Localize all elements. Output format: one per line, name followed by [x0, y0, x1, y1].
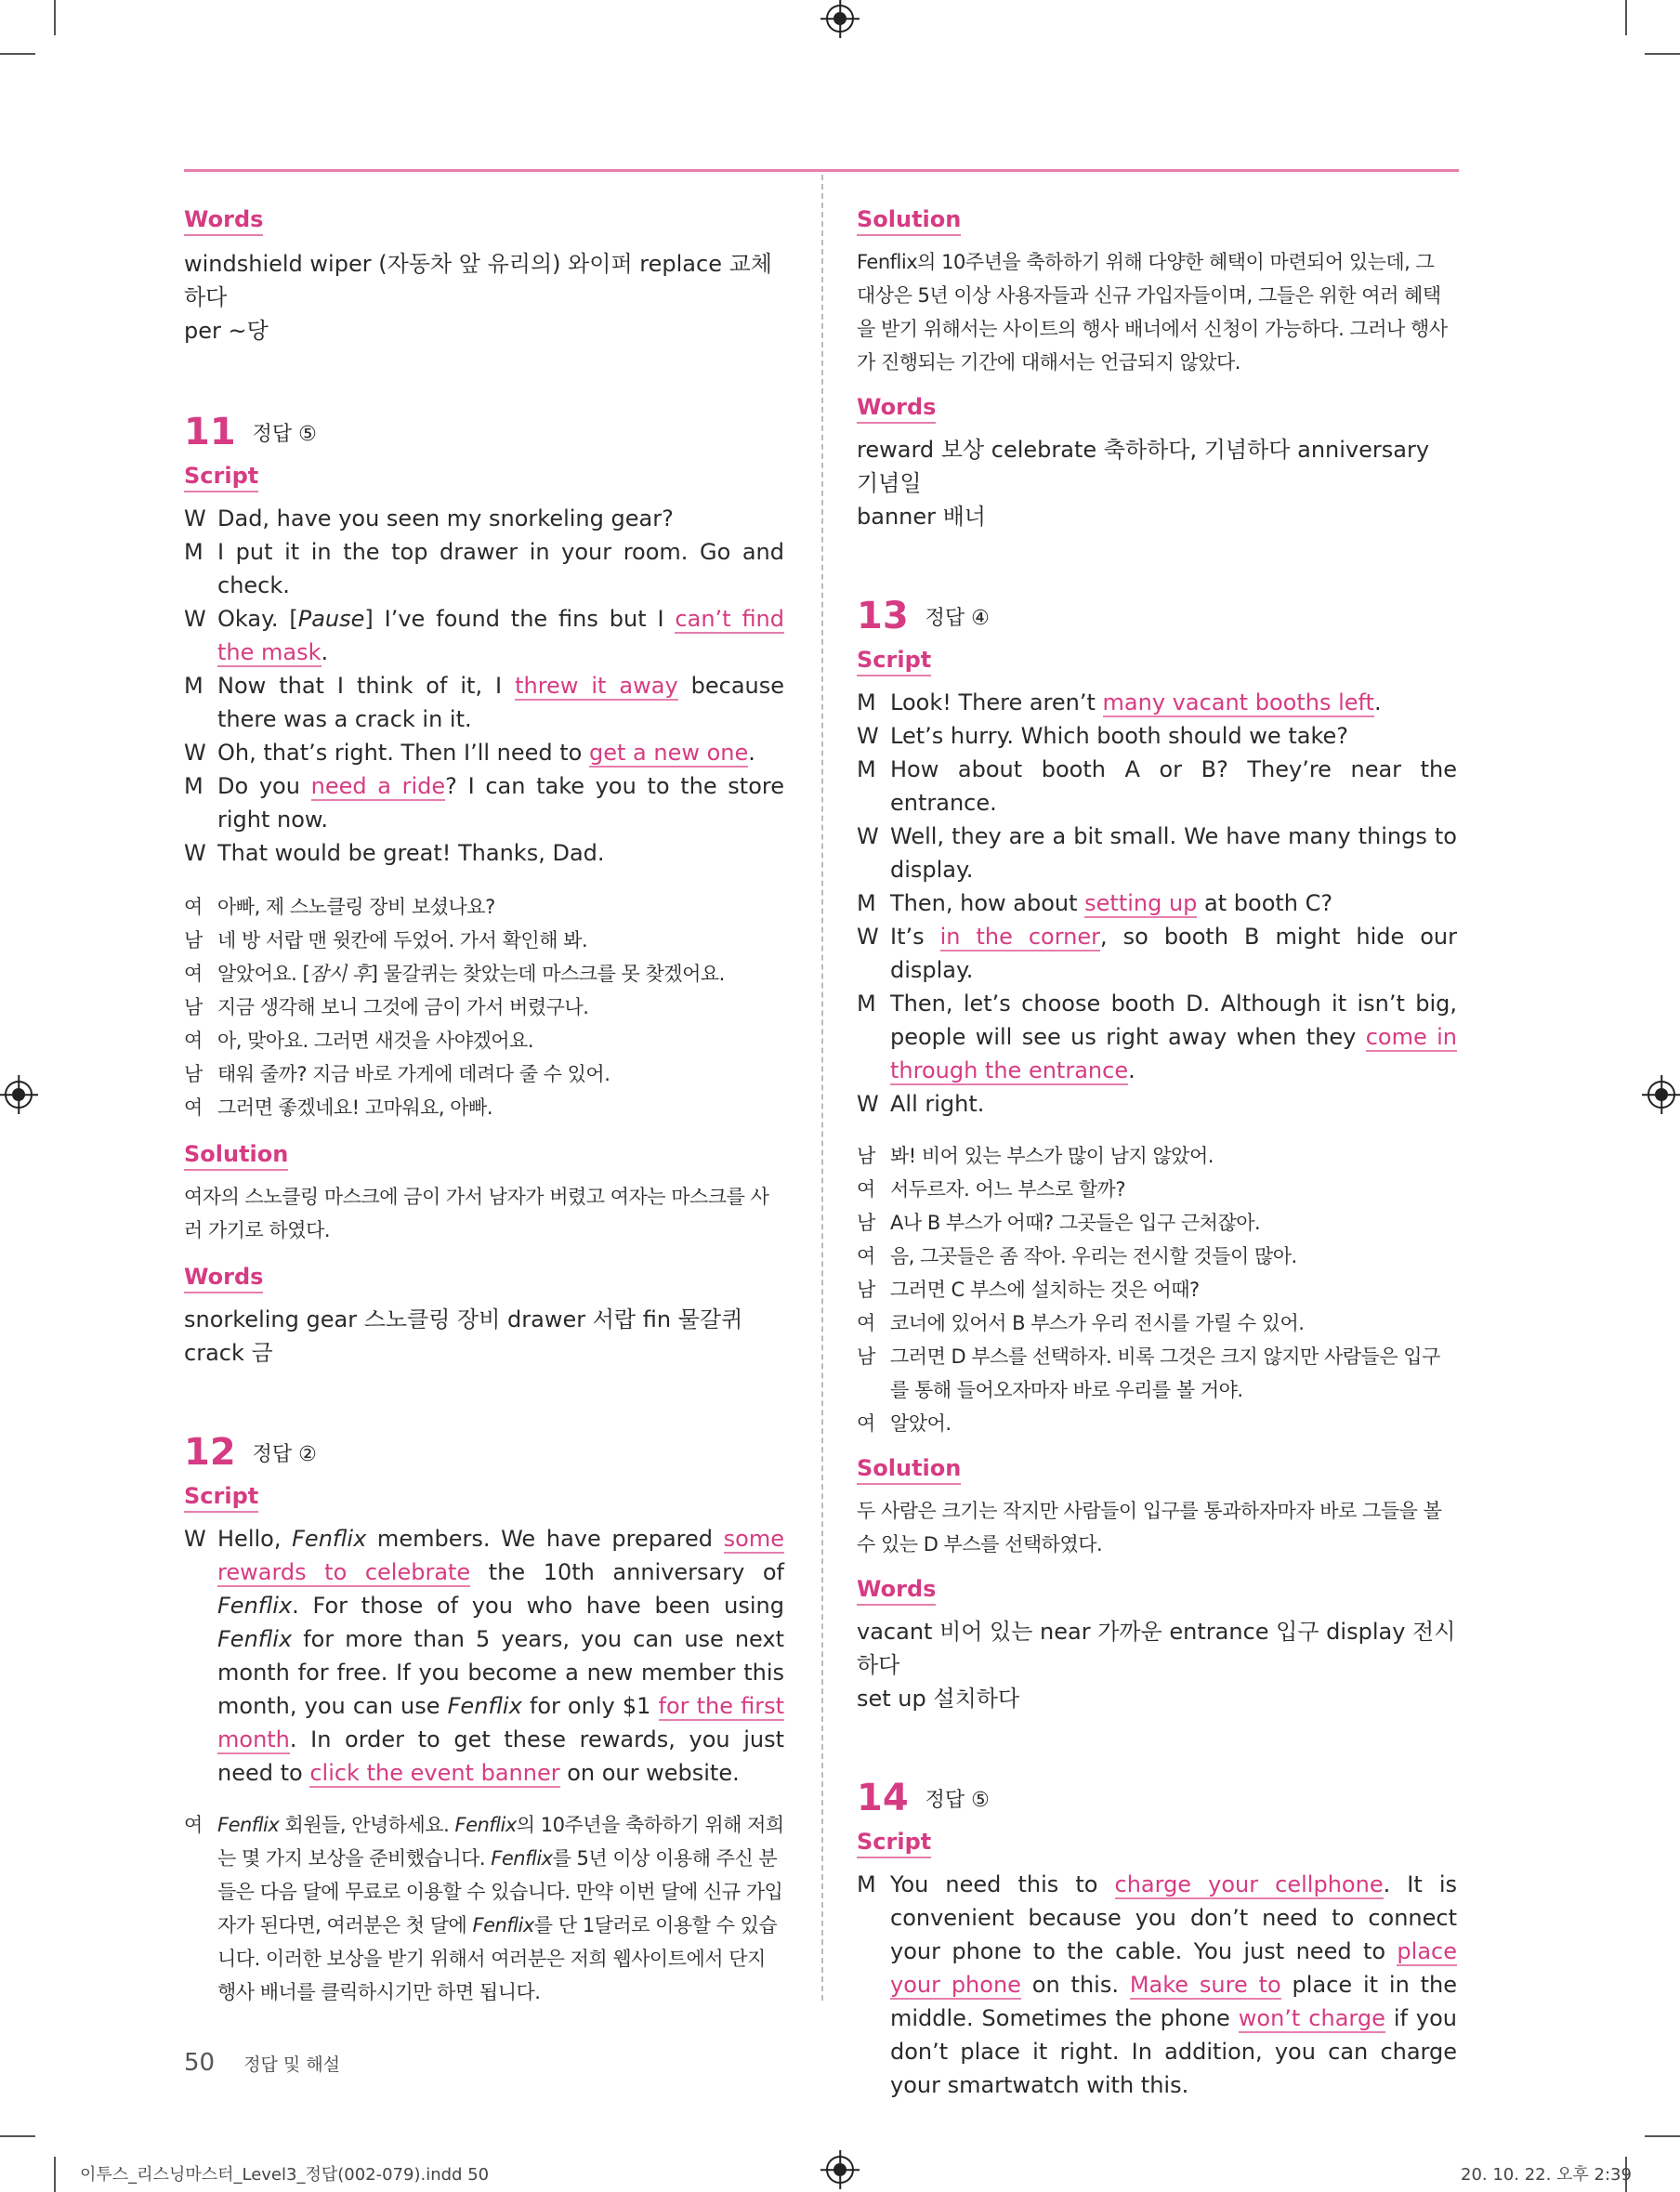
script-line: M How about booth A or B? They’re near the entrance. — [857, 756, 1457, 816]
highlighted-phrase: for the first month — [217, 1693, 784, 1752]
question-number: 12 — [184, 1431, 236, 1474]
highlighted-phrase: threw it away — [515, 673, 678, 699]
translation-line: 여 서두르자. 어느 부스로 할까? — [857, 1178, 1125, 1201]
script-line: W Okay. [Pause] I’ve found the fins but I can’t find the mask. — [184, 606, 784, 665]
highlighted-phrase: get a new one — [588, 740, 749, 766]
script-section — [857, 1829, 1457, 2102]
script-line: W Oh, that’s right. Then I’ll need to get a new one. — [184, 740, 755, 766]
words-label: Words — [184, 206, 263, 236]
words-section — [857, 1576, 1457, 1715]
translation-line: 여 Fenflix 회원들, 안녕하세요. Fenflix의 10주년을 축하하기 위해 저희는 몇 가지 보상을 준비했습니다. Fenflix를 5년 이상 이용해 주신 분들은 다음 달에 무료로 이용할 수 있습니다. 만약 이번 달에 신규 가입자가 된다면, 여러분은 첫 달에 Fenflix를 단 1달러로 이용할 수 있습니다. 이러한 보상을 받기 위해서 여러분은 저희 웹사이트에서 단지 행사 배너를 클릭하시기만 하면 됩니다. — [184, 1814, 784, 2003]
question-number: 13 — [857, 595, 909, 637]
highlighted-phrase: charge your cellphone — [1114, 1871, 1384, 1897]
translation-line: 남 그러면 D 부스를 선택하자. 비록 그것은 크지 않지만 사람들은 입구를 통해 들어오자마자 바로 우리를 볼 거야. — [857, 1345, 1440, 1401]
crop-mark — [1625, 0, 1627, 35]
solution-text: 두 사람은 크기는 작지만 사람들이 입구를 통과하자마자 바로 그들을 볼 수 있는 D 부스를 선택하였다. — [857, 1500, 1442, 1555]
translation-line: 여 그러면 좋겠네요! 고마워요, 아빠. — [184, 1096, 493, 1119]
right-column — [857, 206, 1457, 2102]
registration-mark-icon — [5, 1081, 33, 1109]
crop-mark — [1645, 2135, 1680, 2137]
solution-label: Solution — [184, 1141, 288, 1171]
section-title: 정답 및 해설 — [243, 2054, 341, 2075]
words-section — [857, 394, 1457, 533]
highlighted-phrase: click the event banner — [309, 1760, 560, 1786]
question-14-header — [857, 1777, 1457, 1819]
script-label: Script — [857, 647, 931, 676]
words-line: set up 설치하다 — [857, 1686, 1020, 1712]
words-line: per ~당 — [184, 318, 269, 344]
words-label: Words — [857, 394, 936, 424]
solution-section — [857, 1455, 1457, 1561]
translation-line: 남 A나 B 부스가 어때? 그곳들은 입구 근처잖아. — [857, 1212, 1261, 1234]
question-number: 11 — [184, 411, 236, 453]
answer-label: 정답 ⑤ — [252, 422, 317, 446]
translation-section — [184, 1808, 784, 2009]
slug-date: 20. 10. 22. 오후 2:39 — [1461, 2165, 1632, 2185]
crop-mark — [0, 2135, 35, 2137]
translation-line: 여 알았어. — [857, 1412, 952, 1435]
script-line: W All right. — [857, 1091, 985, 1117]
script-line: W Dad, have you seen my snorkeling gear? — [184, 505, 674, 532]
header-rule — [184, 169, 1459, 172]
question-12-header — [184, 1431, 784, 1474]
words-label: Words — [857, 1576, 936, 1606]
highlighted-phrase: many vacant booths left — [1102, 689, 1374, 715]
solution-text: Fenflix의 10주년을 축하하기 위해 다양한 혜택이 마련되어 있는데, 그 대상은 5년 이상 사용자들과 신규 가입자들이며, 그들은 위한 여러 혜택을 받기 위해서는 사이트의 행사 배너에서 신청이 가능하다. 그러나 행사가 진행되는 기간에 대해서는 언급되지 않았다. — [857, 251, 1448, 374]
script-line: W That would be great! Thanks, Dad. — [184, 840, 605, 866]
words-line: windshield wiper (자동차 앞 유리의) 와이퍼 replace 교체하다 — [184, 251, 772, 310]
highlighted-phrase: come in through the entrance — [890, 1024, 1458, 1083]
highlighted-phrase: some rewards to celebrate — [217, 1526, 785, 1585]
words-line: crack 금 — [184, 1340, 273, 1366]
script-line: M Now that I think of it, I threw it away because there was a crack in it. — [184, 673, 785, 732]
crop-mark — [1645, 53, 1680, 55]
highlighted-phrase: in the corner — [939, 924, 1101, 950]
translation-line: 여 아, 맞아요. 그러면 새것을 사야겠어요. — [184, 1030, 534, 1052]
script-section — [184, 463, 784, 870]
translation-line: 남 네 방 서랍 맨 윗칸에 두었어. 가서 확인해 봐. — [184, 929, 588, 952]
slug-filename: 이투스_리스닝마스터_Level3_정답(002-079).indd 50 — [80, 2165, 490, 2185]
highlighted-phrase: place your phone — [890, 1938, 1457, 1998]
question-11-header — [184, 411, 784, 453]
words-line: reward 보상 celebrate 축하하다, 기념하다 anniversary 기념일 — [857, 437, 1430, 496]
script-label: Script — [184, 1483, 258, 1513]
script-line: M Then, how about setting up at booth C? — [857, 890, 1333, 916]
translation-line: 여 알았어요. [잠시 후] 물갈퀴는 찾았는데 마스크를 못 찾겠어요. — [184, 963, 725, 985]
script-line: W Let’s hurry. Which booth should we take? — [857, 723, 1348, 749]
script-line: M Do you need a ride? I can take you to the store right now. — [184, 773, 784, 833]
translation-line: 여 아빠, 제 스노클링 장비 보셨나요? — [184, 896, 495, 918]
script-line: M Then, let’s choose booth D. Although it isn’t big, people will see us right away when they come in through the entrance. — [857, 991, 1458, 1083]
solution-text: 여자의 스노클링 마스크에 금이 가서 남자가 버렸고 여자는 마스크를 사러 가기로 하였다. — [184, 1186, 769, 1241]
script-line: M Look! There aren’t many vacant booths left. — [857, 689, 1382, 715]
registration-mark-icon — [826, 2156, 854, 2184]
translation-section — [857, 1139, 1457, 1440]
question-number: 14 — [857, 1777, 909, 1819]
registration-mark-icon — [1647, 1081, 1675, 1109]
words-section — [184, 206, 784, 348]
page-number: 50 — [184, 2049, 216, 2077]
solution-section — [184, 1141, 784, 1247]
answer-label: 정답 ④ — [925, 606, 990, 630]
script-line: M I put it in the top drawer in your room. Go and check. — [184, 539, 784, 598]
script-label: Script — [857, 1829, 931, 1858]
translation-line: 남 그러면 C 부스에 설치하는 것은 어때? — [857, 1279, 1200, 1301]
highlighted-phrase: need a ride — [310, 773, 446, 799]
answer-label: 정답 ⑤ — [925, 1788, 990, 1812]
words-label: Words — [184, 1264, 263, 1293]
highlighted-phrase: can’t find the mask — [217, 606, 784, 665]
solution-label: Solution — [857, 206, 961, 236]
registration-mark-icon — [826, 5, 854, 33]
column-divider — [821, 175, 823, 2001]
highlighted-phrase: won’t charge — [1238, 2005, 1385, 2031]
crop-mark — [54, 0, 56, 35]
translation-line: 여 코너에 있어서 B 부스가 우리 전시를 가릴 수 있어. — [857, 1312, 1305, 1334]
script-label: Script — [184, 463, 258, 492]
left-column — [184, 206, 784, 2009]
script-line: M You need this to charge your cellphone. It is convenient because you don’t need to connect your phone to the cable. You just need to place your phone on this. Make sure to place it in the middle. Sometimes the phone won’t charge if you don’t place it right. In addition, you can charge your smartwatch with this. — [857, 1871, 1458, 2098]
highlighted-phrase: Make sure to — [1129, 1972, 1281, 1998]
script-line: W Hello, Fenflix members. We have prepared some rewards to celebrate the 10th anniversary of Fenflix. For those of you who have been using Fenflix for more than 5 years, you can use next month for free. If you become a new member this month, you can use Fenflix for only $1 for the first month. In order to get these rewards, you just need to click the event banner on our website. — [184, 1526, 785, 1786]
solution-label: Solution — [857, 1455, 961, 1485]
script-line: W It’s in the corner, so booth B might hide our display. — [857, 924, 1457, 983]
translation-line: 여 음, 그곳들은 좀 작아. 우리는 전시할 것들이 많아. — [857, 1245, 1297, 1267]
translation-section — [184, 890, 784, 1124]
solution-section — [857, 206, 1457, 379]
highlighted-phrase: setting up — [1084, 890, 1198, 916]
translation-line: 남 봐! 비어 있는 부스가 많이 남지 않았어. — [857, 1145, 1214, 1167]
script-section — [857, 647, 1457, 1121]
words-line: banner 배너 — [857, 504, 986, 530]
translation-line: 남 태워 줄까? 지금 바로 가게에 데려다 줄 수 있어. — [184, 1063, 610, 1085]
script-section — [184, 1483, 784, 1790]
page-footer — [184, 2049, 340, 2077]
crop-mark — [0, 53, 35, 55]
answer-label: 정답 ② — [252, 1442, 317, 1466]
question-13-header — [857, 595, 1457, 637]
words-line: vacant 비어 있는 near 가까운 entrance 입구 display 전시하다 — [857, 1619, 1456, 1678]
words-section — [184, 1264, 784, 1370]
script-line: W Well, they are a bit small. We have many things to display. — [857, 823, 1457, 883]
translation-line: 남 지금 생각해 보니 그것에 금이 가서 버렸구나. — [184, 996, 589, 1018]
crop-mark — [54, 2157, 56, 2192]
words-line: snorkeling gear 스노클링 장비 drawer 서랍 fin 물갈퀴 — [184, 1306, 743, 1332]
